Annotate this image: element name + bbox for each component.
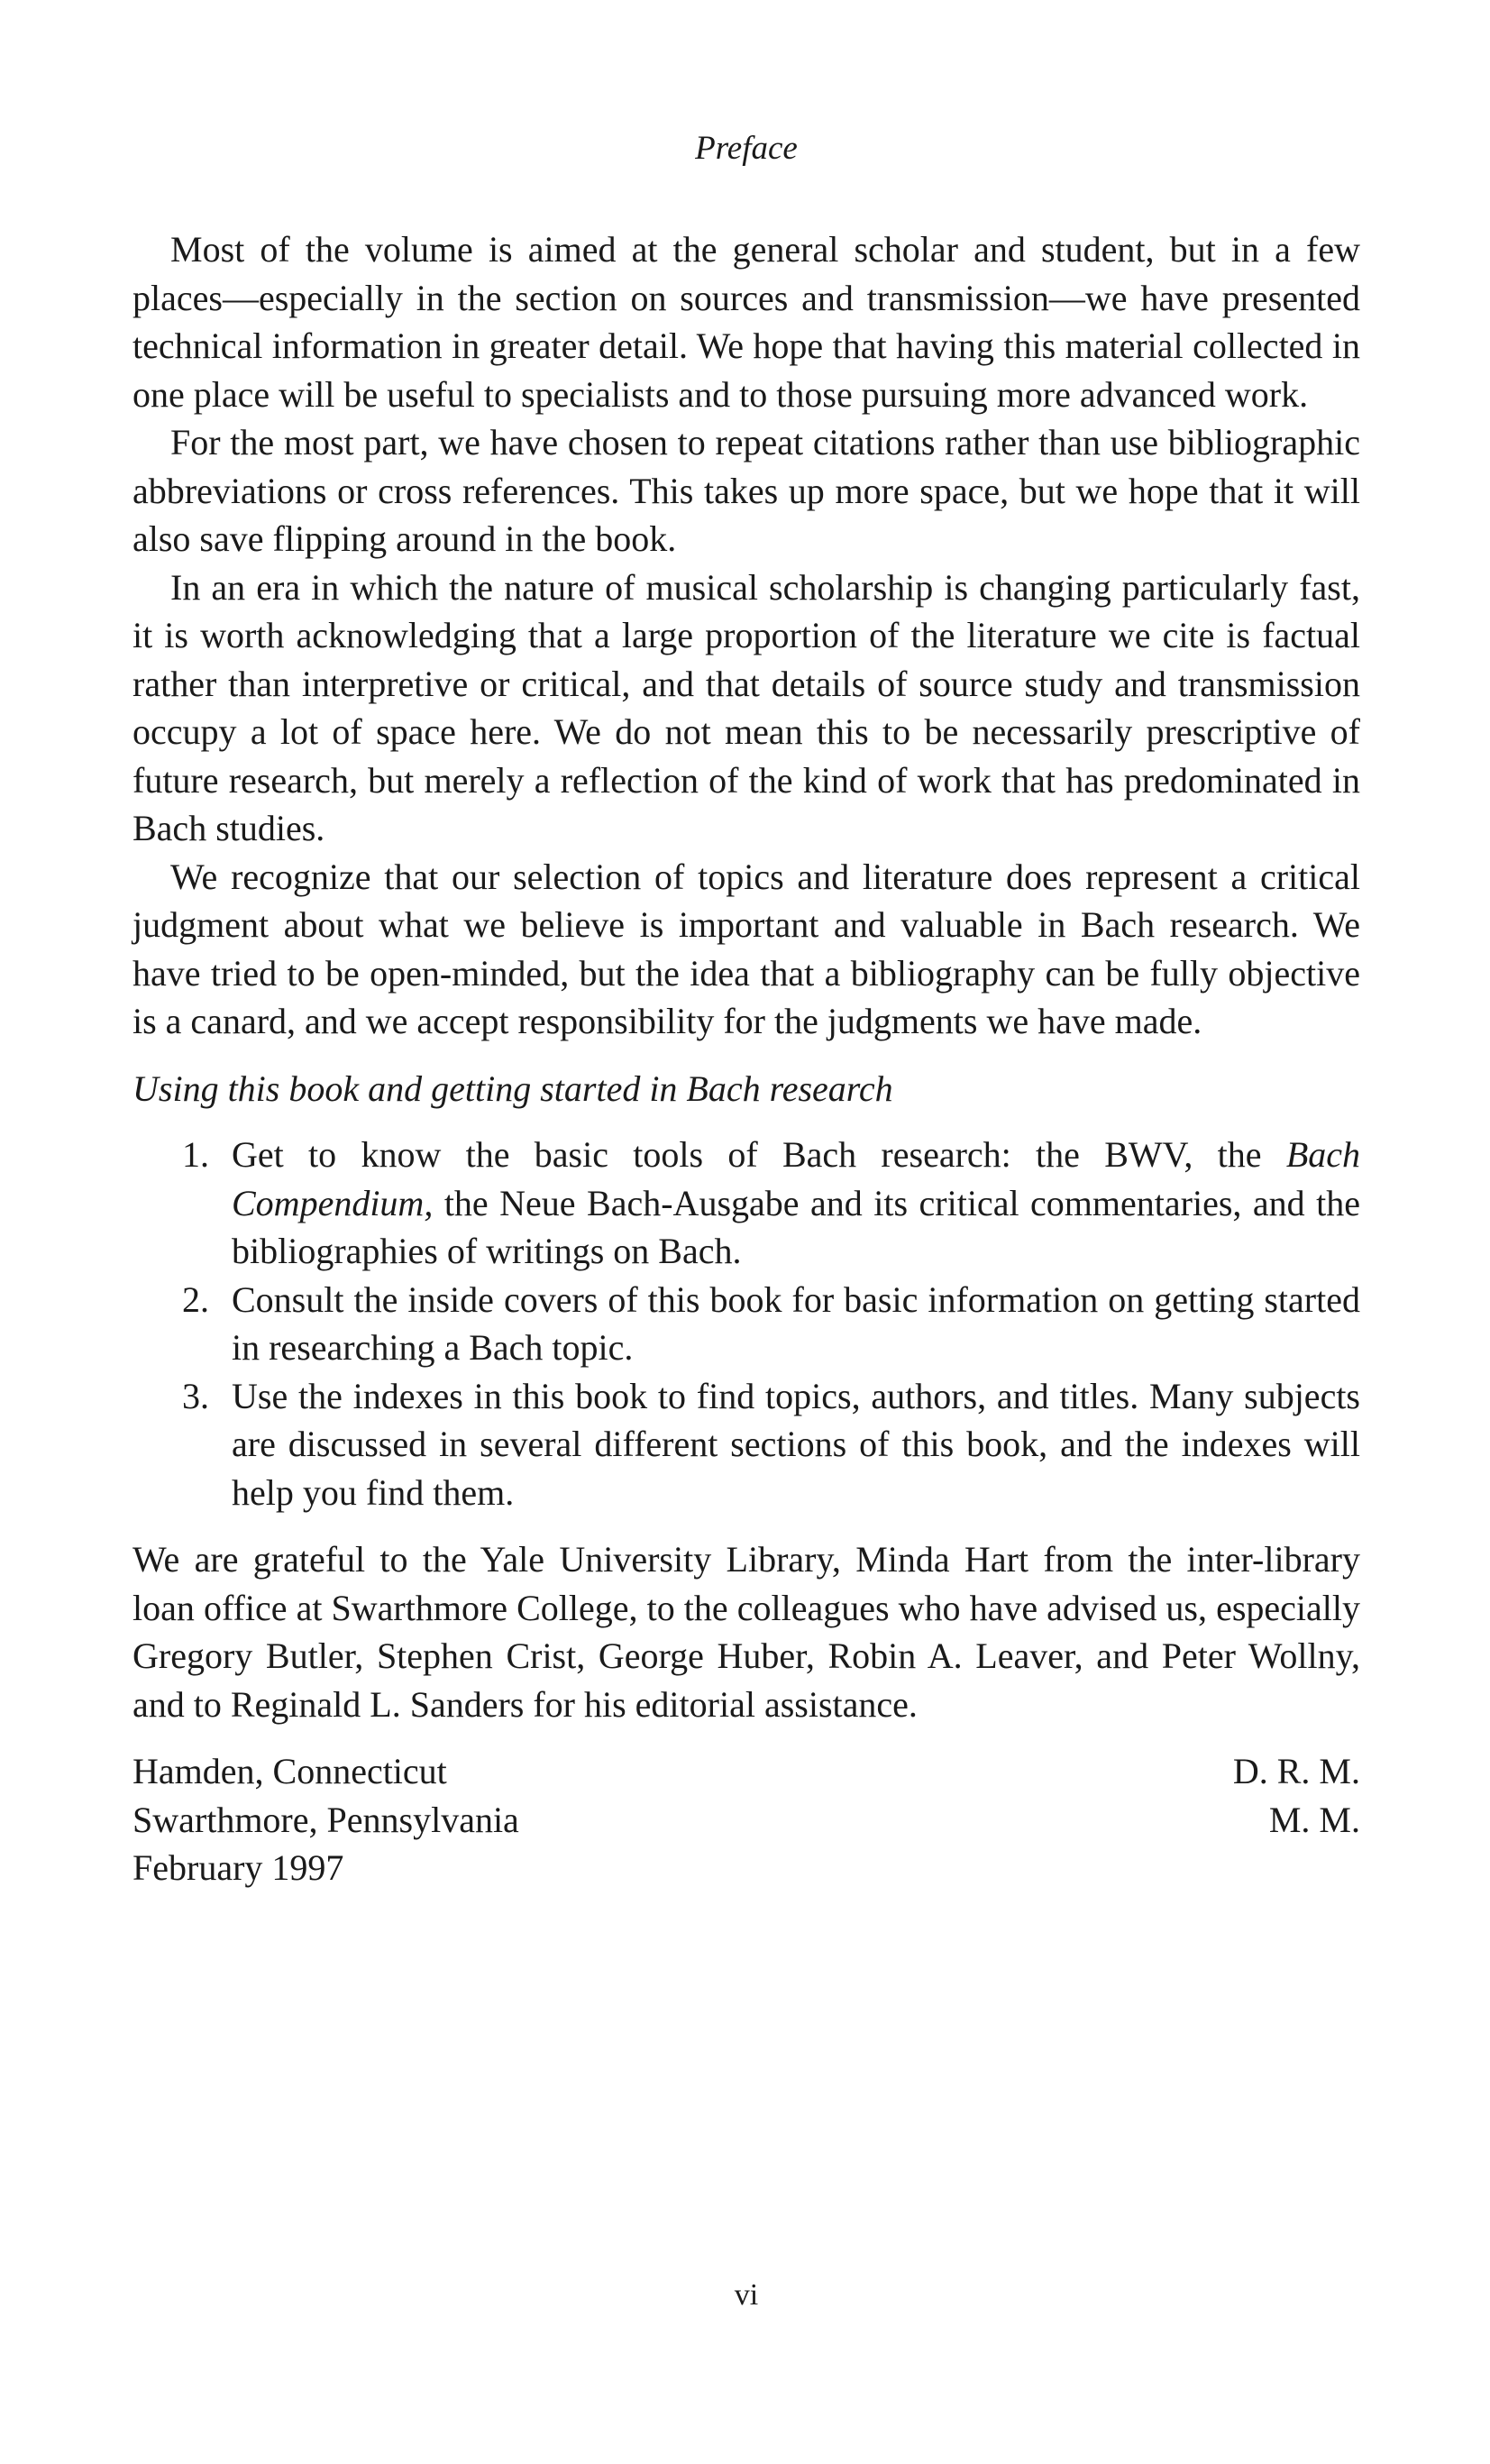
list-item-text: Consult the inside covers of this book for basic information on getting started in researching a Bach topic. [232,1278,1360,1368]
signoff-initials [1233,1747,1360,1892]
signoff-date: February 1997 [133,1847,344,1888]
signoff-places [133,1747,519,1892]
list-item [182,1276,1360,1372]
list-item-number: 1. [182,1134,209,1175]
getting-started-list [133,1131,1360,1516]
list-item-text: the Neue Bach-Ausgabe and its critical commentaries, and the bibliographies of writings on Bach. [232,1182,1360,1271]
list-item-number: 3. [182,1375,209,1416]
author-initials: M. M. [1268,1799,1360,1840]
list-item [182,1372,1360,1517]
section-heading: Using this book and getting started in Bach research [133,1067,893,1109]
list-item-text: Get to know the basic tools of Bach research: the BWV, the [232,1134,1286,1175]
preface-paragraph: We recognize that our selection of topics and literature does represent a critical judgment about what we believe is important and valuable in Bach research. We have tried to be open-minded, but the idea that a bibliography can be fully objective is a canard, and we accept responsibility for the judgments we have made. [133,856,1360,1041]
signoff [133,1747,1360,1892]
page-body [133,225,1360,1892]
preface-paragraph: In an era in which the nature of musical scholarship is changing particularly fast, it is worth acknowledging that a large proportion of the literature we cite is factual rather than interpretive or critical, and that details of source study and transmission occupy a lot of space here. We do not mean this to be necessarily prescriptive of future research, but merely a reflection of the kind of work that has predominated in Bach studies. [133,566,1360,848]
page-number: vi [734,2278,759,2312]
author-initials: D. R. M. [1232,1751,1360,1791]
preface-paragraph: Most of the volume is aimed at the general scholar and student, but in a few places—especially in the section on sources and transmission—we have presented technical information in greater detail. We hope that having this material collected in one place will be useful to specialists and to those pursuing more advanced work. [133,229,1360,415]
acknowledgment-paragraph: We are grateful to the Yale University Library, Minda Hart from the inter-library loan office at Swarthmore College, to the colleagues who have advised us, especially Gregory Butler, Stephen Crist, George Huber, Robin A. Leaver, and Peter Wollny, and to Reginald L. Sanders for his editorial assistance. [133,1539,1360,1725]
book-title-emphasis: Bach Compendium, [232,1134,1360,1223]
preface-paragraph: For the most part, we have chosen to repeat citations rather than use bibliographic abbreviations or cross references. This takes up more space, but we hope that it will also save flipping around in the book. [133,422,1360,559]
book-page [133,0,1360,2464]
list-item-number: 2. [182,1278,209,1320]
list-item [182,1131,1360,1276]
list-item-text: Use the indexes in this book to find topics, authors, and titles. Many subjects are discussed in several different sections of this book, and the indexes will help you find them. [232,1375,1360,1513]
running-head: Preface [695,130,798,167]
signoff-place: Hamden, Connecticut [133,1751,447,1791]
signoff-place: Swarthmore, Pennsylvania [133,1799,519,1840]
